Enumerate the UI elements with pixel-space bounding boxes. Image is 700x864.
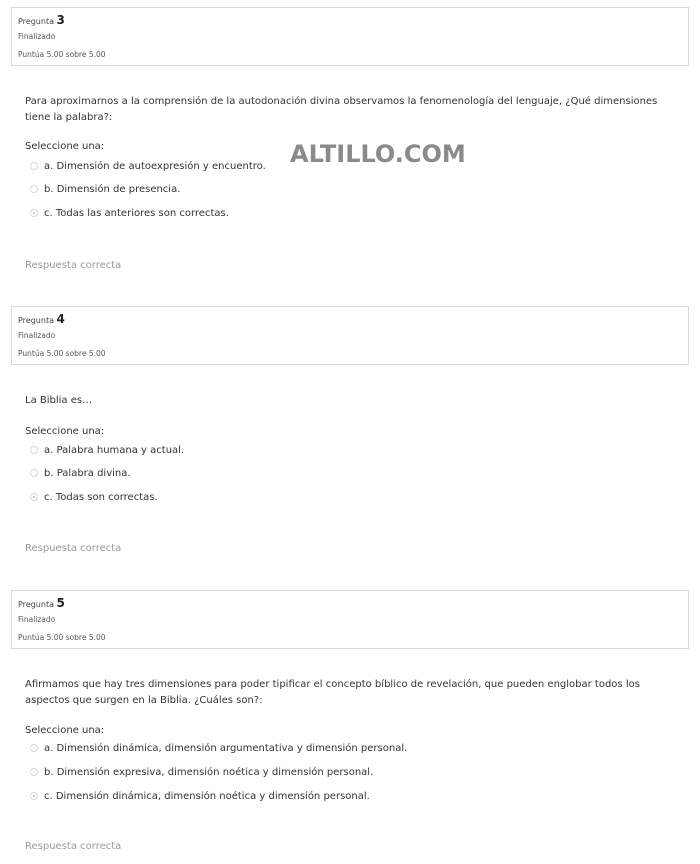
feedback-text: Respuesta correcta — [25, 841, 122, 852]
answer-option-a[interactable] — [30, 443, 184, 457]
question-number-value: 4 — [56, 312, 65, 326]
question-number — [18, 312, 65, 326]
question-number-value: 3 — [56, 13, 65, 27]
option-label: c. Todas son correctas. — [44, 491, 158, 503]
answer-prompt: Seleccione una: — [25, 141, 105, 152]
question-grade: Puntúa 5.00 sobre 5.00 — [18, 349, 106, 358]
question-label: Pregunta — [18, 17, 54, 26]
question-text: Afirmamos que hay tres dimensiones para poder tipificar el concepto bíblico de revelación, que pueden englobar todos los aspectos que surgen en la Biblia. ¿Cuáles son?: — [25, 679, 640, 706]
answer-option-a[interactable] — [30, 741, 407, 755]
radio-button[interactable] — [30, 469, 38, 477]
radio-button-selected[interactable] — [30, 209, 38, 217]
radio-button[interactable] — [30, 744, 38, 752]
option-label: c. Dimensión dinámica, dimensión noética y dimensión personal. — [44, 790, 370, 802]
answer-option-c[interactable] — [30, 789, 370, 803]
question-info-box — [11, 590, 689, 649]
watermark: ALTILLO.COM — [290, 140, 466, 168]
answer-option-b[interactable] — [30, 466, 131, 480]
question-state: Finalizado — [18, 32, 56, 41]
question-label: Pregunta — [18, 600, 54, 609]
answer-option-b[interactable] — [30, 182, 180, 196]
option-label: a. Dimensión de autoexpresión y encuentro. — [44, 160, 266, 172]
question-number — [18, 13, 65, 27]
question-grade: Puntúa 5.00 sobre 5.00 — [18, 50, 106, 59]
question-number-value: 5 — [56, 596, 65, 610]
answer-prompt: Seleccione una: — [25, 725, 105, 736]
radio-button[interactable] — [30, 768, 38, 776]
question-label: Pregunta — [18, 316, 54, 325]
radio-button[interactable] — [30, 162, 38, 170]
answer-prompt: Seleccione una: — [25, 426, 105, 437]
radio-button[interactable] — [30, 446, 38, 454]
option-label: b. Dimensión de presencia. — [44, 183, 181, 195]
answer-option-b[interactable] — [30, 765, 373, 779]
radio-button-selected[interactable] — [30, 792, 38, 800]
question-grade: Puntúa 5.00 sobre 5.00 — [18, 633, 106, 642]
option-label: a. Dimensión dinámica, dimensión argumentativa y dimensión personal. — [44, 742, 408, 754]
question-text: La Biblia es… — [25, 395, 93, 406]
feedback-text: Respuesta correcta — [25, 543, 122, 554]
option-label: b. Palabra divina. — [44, 467, 131, 479]
answer-option-a[interactable] — [30, 159, 266, 173]
option-label: a. Palabra humana y actual. — [44, 444, 185, 456]
question-state: Finalizado — [18, 615, 56, 624]
question-info-box — [11, 306, 689, 365]
option-label: c. Todas las anteriores son correctas. — [44, 207, 229, 219]
feedback-text: Respuesta correcta — [25, 260, 122, 271]
question-info-box — [11, 7, 689, 66]
radio-button[interactable] — [30, 185, 38, 193]
question-number — [18, 596, 65, 610]
question-text: Para aproximarnos a la comprensión de la autodonación divina observamos la fenomenología del lenguaje, ¿Qué dimensiones tiene la palabra?: — [25, 96, 658, 123]
option-label: b. Dimensión expresiva, dimensión noética y dimensión personal. — [44, 766, 374, 778]
answer-option-c[interactable] — [30, 206, 229, 220]
question-state: Finalizado — [18, 331, 56, 340]
radio-button-selected[interactable] — [30, 493, 38, 501]
answer-option-c[interactable] — [30, 490, 158, 504]
